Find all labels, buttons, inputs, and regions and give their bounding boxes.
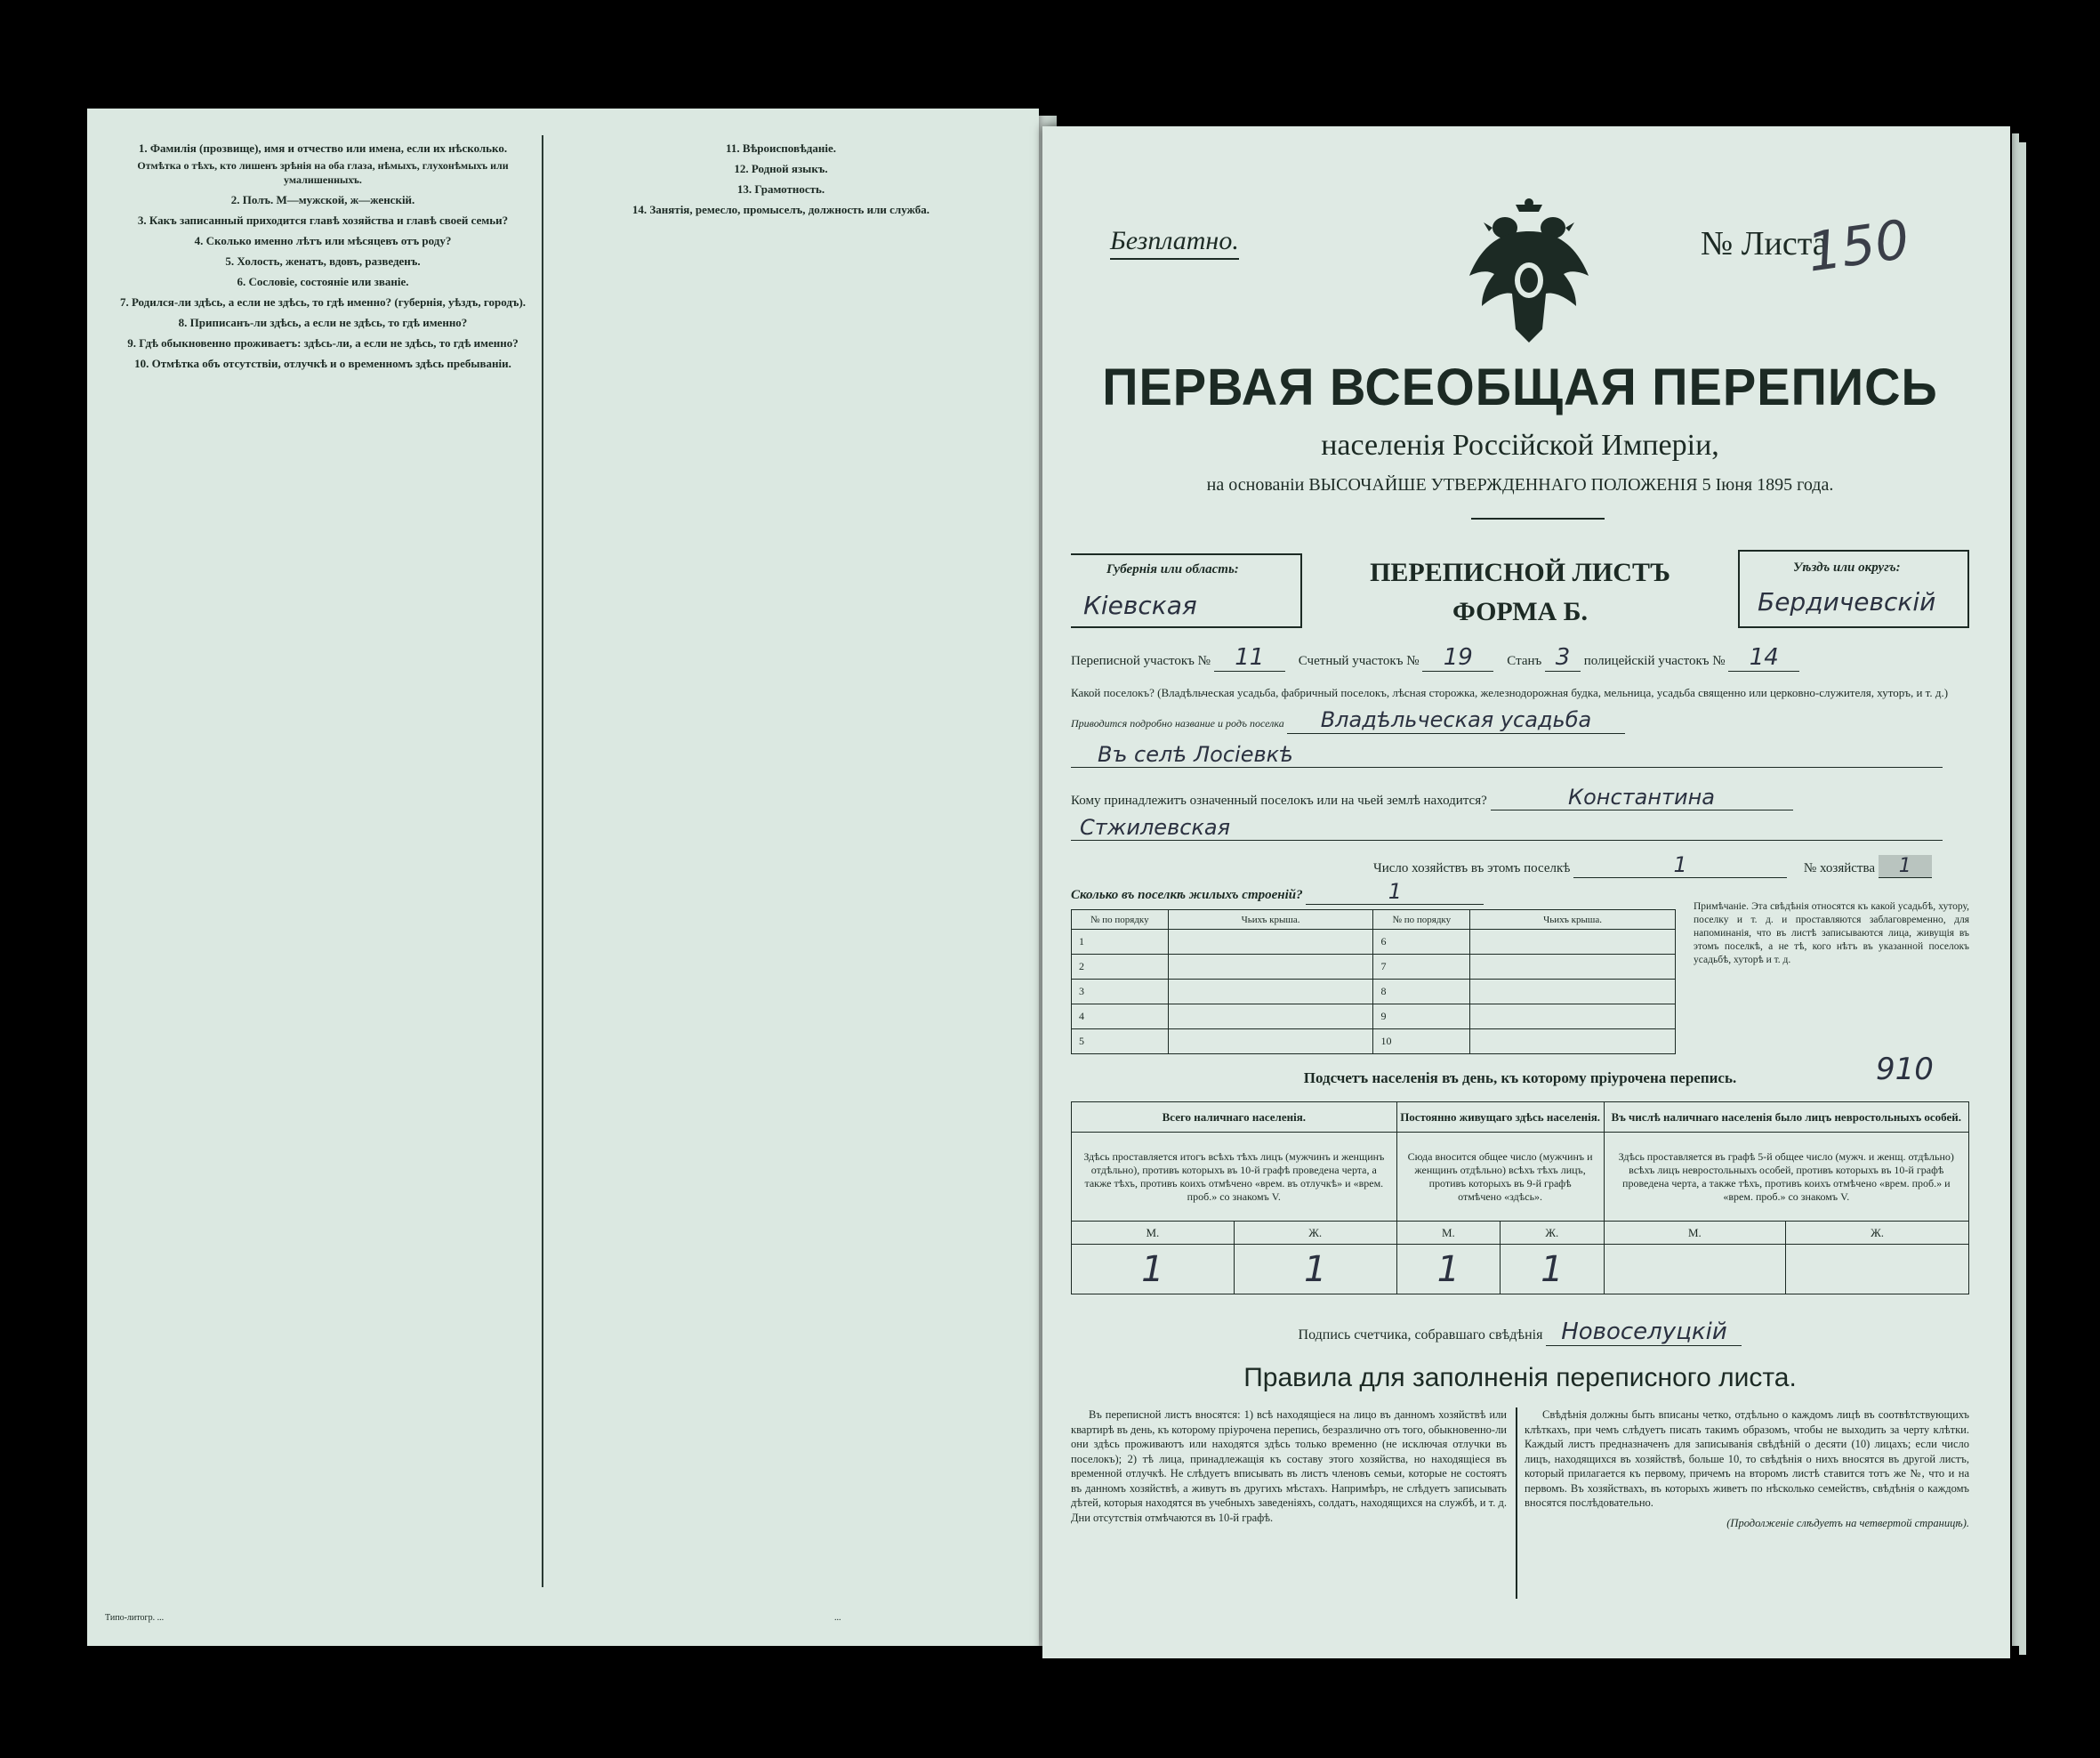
page-title: ПЕРВАЯ ВСЕОБЩАЯ ПЕРЕПИСЬ — [1102, 357, 1938, 416]
subtitle: населенія Россійской Имперіи, — [1321, 429, 1719, 462]
left-page — [87, 109, 1039, 1646]
row-number: 7 — [1373, 955, 1470, 980]
legal-basis: на основаніи ВЫСОЧАЙШЕ УТВЕРЖДЕННАГО ПОЛОЖЕНІЯ 5 Іюня 1895 года. — [1206, 475, 1834, 495]
whose-cell[interactable] — [1470, 1029, 1676, 1054]
instruction-heading: 8. Приписанъ-ли здѣсь, а если не здѣсь, то гдѣ именно? — [178, 316, 468, 329]
police-area-value[interactable]: 14 — [1728, 644, 1799, 672]
table-row — [1072, 1029, 1676, 1054]
settlement-value[interactable]: Владѣльческая усадьба — [1287, 706, 1625, 734]
whose-cell[interactable] — [1168, 955, 1373, 980]
instruction-heading: 13. Грамотность. — [736, 182, 825, 196]
instruction-heading: 6. Сословіе, состояніе или званіе. — [237, 275, 409, 288]
settlement-row — [1071, 680, 1969, 737]
owner-value[interactable]: Константина — [1491, 785, 1793, 810]
free-of-charge-label: Безплатно. — [1110, 226, 1239, 260]
population-count-note: 910 — [1876, 1052, 1934, 1087]
settlement-value-2[interactable]: Въ селѣ Лосіевкѣ — [1071, 742, 1943, 768]
rules-text-2: Свѣдѣнія должны быть вписаны четко, отдѣльно о каждомъ лицѣ въ соотвѣтствующихъ клѣткахъ, при чемъ слѣдуетъ писать такимъ образомъ, чтобы не выходить за черту клѣтки. Каждый листъ предназначенъ для записыванія свѣдѣній о десяти (10) лицахъ; если число лицъ, находящихся въ хозяйствѣ, больше 10, то свѣдѣнія о нихъ вносятся въ другой листъ, который прилагается къ первому, причемъ на второмъ листѣ ставится тотъ же №, что и на первомъ. Въ хозяйствахъ, въ которыхъ живетъ по нѣсколько семействъ, свѣдѣнія о каждомъ вносятся послѣдовательно. — [1525, 1408, 1969, 1509]
pop-desc-other: Здѣсь проставляется въ графѣ 5-й общее число (мужч. и женщ. отдѣльно) всѣхъ лицъ невростольныхъ особей, противъ которыхъ въ 10-й графѣ проведена черта, а также тѣхъ, противъ коихъ отмѣчено «врем. проб.» и «врем. проб.» со знакомъ V. — [1604, 1133, 1968, 1222]
permanent-female-count[interactable]: 1 — [1501, 1245, 1604, 1294]
row-number: 5 — [1072, 1029, 1169, 1054]
form-title — [1311, 553, 1729, 632]
census-area-value[interactable]: 11 — [1214, 644, 1285, 672]
page-edge — [2012, 133, 2019, 1646]
right-page — [1042, 126, 2010, 1658]
row-number: 9 — [1373, 1004, 1470, 1029]
imprint-left: Типо-литогр. ... — [105, 1613, 165, 1623]
population-table — [1071, 1101, 1969, 1294]
present-female-count[interactable]: 1 — [1234, 1245, 1396, 1294]
whose-cell[interactable] — [1470, 980, 1676, 1004]
sheet-number-value: 150 — [1803, 208, 1913, 285]
owner-row-2 — [1071, 815, 1969, 841]
region-field[interactable] — [1071, 553, 1302, 628]
pop-desc-present: Здѣсь проставляется итогъ всѣхъ тѣхъ лицъ (мужчинъ и женщинъ отдѣльно), противъ которыхъ въ 10-й графѣ проведена черта, а также тѣхъ, противъ коихъ отмѣчено «врем. въ отлучкѣ» и «врем. проб.» со знакомъ V. — [1072, 1133, 1397, 1222]
district-label: Уѣздъ или округъ: — [1793, 560, 1901, 575]
instruction-subheading: Отмѣтка о тѣхъ, кто лишенъ зрѣнія на оба глаза, нѣмыхъ, глухонѣмыхъ или умалишенныхъ. — [137, 159, 509, 186]
counter-signature-row — [1071, 1318, 1969, 1346]
rules-divider — [1516, 1407, 1517, 1599]
row-number: 3 — [1072, 980, 1169, 1004]
table-row — [1072, 955, 1676, 980]
whose-cell[interactable] — [1168, 980, 1373, 1004]
buildings-table — [1071, 909, 1676, 1054]
whose-cell[interactable] — [1168, 1004, 1373, 1029]
sheet-number-label: № Листа — [1701, 225, 1828, 262]
pop-header-other: Въ числѣ наличнаго населенія было лицъ невростольныхъ особей. — [1604, 1102, 1968, 1133]
row-number: 4 — [1072, 1004, 1169, 1029]
table-row — [1072, 1004, 1676, 1029]
form-name: ПЕРЕПИСНОЙ ЛИСТЪ — [1370, 558, 1670, 587]
male-header: М. — [1604, 1222, 1786, 1245]
table-row — [1072, 930, 1676, 955]
column-divider — [542, 135, 543, 1587]
instruction-heading: 1. Фамилія (прозвище), имя и отчество или имена, если их нѣсколько. — [138, 141, 508, 155]
double-headed-eagle-icon — [1462, 196, 1596, 347]
instructions-column-1 — [105, 135, 541, 1584]
settlement-label: Какой поселокъ? (Владѣльческая усадьба, фабричный поселокъ, лѣсная сторожка, железнодорожная будка, мельница, усадьба священно или церковно-служителя, хуторъ, и т. д.) — [1071, 686, 1949, 699]
row-number: 6 — [1373, 930, 1470, 955]
divider — [1471, 518, 1605, 520]
stan-label: Станъ — [1507, 654, 1542, 668]
female-header: Ж. — [1501, 1222, 1604, 1245]
whose-cell[interactable] — [1470, 1004, 1676, 1029]
rules-text-1: Въ переписной листъ вносятся: 1) всѣ находящіеся на лицо въ данномъ хозяйствѣ или квартирѣ въ день, къ которому пріурочена перепись, безразлично отъ того, обыкновенно-ли они здѣсь проживаютъ или находятся здѣсь только временно (не исключая отлучки въ поселокъ); 2) тѣ лица, принадлежащія къ составу этого хозяйства, но находящіеся въ временной отлучкѣ. Не слѣдуетъ вписывать въ листъ членовъ семьи, которые не состоятъ въ данномъ хозяйствѣ, а живутъ въ другихъ мѣстахъ. Напримѣръ, не слѣдуетъ записывать дѣтей, которыя находятся въ учебныхъ заведеніяхъ, солдатъ, находящихся на службѣ, и т. д. Дни отсутствія отмѣчаются въ 10-й графѣ. — [1071, 1408, 1507, 1524]
other-male-count[interactable] — [1604, 1245, 1786, 1294]
region-label: Губернія или область: — [1106, 562, 1239, 577]
rules-title: Правила для заполненія переписного листа. — [1243, 1363, 1797, 1392]
instruction-heading: 12. Родной языкъ. — [734, 162, 828, 175]
district-field[interactable] — [1738, 550, 1969, 628]
households-row — [1071, 852, 1969, 878]
rules-column-2 — [1525, 1407, 1969, 1599]
male-header: М. — [1396, 1222, 1500, 1245]
instruction-heading: 5. Холость, женатъ, вдовъ, разведенъ. — [225, 254, 421, 268]
census-area-label: Переписной участокъ № — [1071, 654, 1211, 668]
form-letter: ФОРМА Б. — [1452, 597, 1589, 626]
stan-value[interactable]: 3 — [1545, 644, 1581, 672]
census-form — [1071, 162, 1969, 1603]
pop-header-present: Всего наличнаго населенія. — [1072, 1102, 1397, 1133]
instruction-heading: 11. Вѣроисповѣданіе. — [726, 141, 836, 155]
instruction-heading: 9. Гдѣ обыкновенно проживаетъ: здѣсь-ли, а если не здѣсь, то гдѣ именно? — [127, 336, 519, 350]
buildings-value[interactable]: 1 — [1306, 879, 1484, 905]
permanent-male-count[interactable]: 1 — [1396, 1245, 1500, 1294]
rules-column-1 — [1071, 1407, 1507, 1599]
whose-cell[interactable] — [1168, 1029, 1373, 1054]
district-value: Бердичевскій — [1758, 587, 1936, 617]
present-male-count[interactable]: 1 — [1072, 1245, 1235, 1294]
counter-area-value[interactable]: 19 — [1422, 644, 1493, 672]
household-number-label: № хозяйства — [1803, 861, 1876, 875]
counter-area-label: Счетный участокъ № — [1298, 654, 1420, 668]
row-number: 2 — [1072, 955, 1169, 980]
whose-cell[interactable] — [1470, 955, 1676, 980]
col-num: № по порядку — [1072, 910, 1169, 930]
owner-label: Кому принадлежитъ означенный поселокъ или на чьей землѣ находится? — [1071, 794, 1487, 808]
buildings-note: Примѣчаніе. Эта свѣдѣнія относятся къ какой усадьбѣ, хутору, поселку и т. д. и проставляются заблаговременно, для напоминанія, что въ листѣ записываются лица, живущія въ этомъ поселкѣ, а не тѣ, кого нѣтъ въ указанной поселокъ усадьбѣ, хуторѣ и т. д. — [1694, 901, 1969, 965]
other-female-count[interactable] — [1786, 1245, 1969, 1294]
instruction-heading: 10. Отмѣтка объ отсутствіи, отлучкѣ и о временномъ здѣсь пребываніи. — [134, 357, 511, 370]
page-edge — [2019, 142, 2026, 1655]
population-count-title: Подсчетъ населенія въ день, къ которому пріурочена перепись. — [1303, 1069, 1737, 1086]
whose-cell[interactable] — [1470, 930, 1676, 955]
table-row — [1072, 980, 1676, 1004]
settlement-row-2 — [1071, 742, 1969, 768]
female-header: Ж. — [1786, 1222, 1969, 1245]
instruction-heading: 7. Родился-ли здѣсь, а если не здѣсь, то гдѣ именно? (губернія, уѣздъ, городъ). — [119, 295, 527, 309]
col-num: № по порядку — [1373, 910, 1470, 930]
male-header: М. — [1072, 1222, 1235, 1245]
imprint-right: ... — [834, 1613, 841, 1623]
police-area-label: полицейскій участокъ № — [1583, 654, 1726, 668]
col-whose: Чьихъ крыша. — [1470, 910, 1676, 930]
female-header: Ж. — [1234, 1222, 1396, 1245]
signature-value[interactable]: Новоселуцкій — [1546, 1318, 1742, 1346]
instruction-heading: 3. Какъ записанный приходится главѣ хозяйства и главѣ своей семьи? — [137, 214, 509, 227]
households-value[interactable]: 1 — [1573, 852, 1787, 878]
area-numbers-row — [1071, 644, 1969, 672]
pop-header-permanent: Постоянно живущаго здѣсь населенія. — [1396, 1102, 1604, 1133]
household-number-value[interactable]: 1 — [1879, 855, 1932, 878]
instruction-heading: 14. Занятія, ремесло, промыселъ, должность или служба. — [632, 203, 930, 216]
owner-value-2[interactable]: Стжилевская — [1071, 815, 1943, 841]
owner-row — [1071, 785, 1969, 810]
region-value: Кіевская — [1083, 591, 1197, 620]
settlement-note: Приводится подробно название и родъ поселка — [1071, 717, 1284, 730]
row-number: 8 — [1373, 980, 1470, 1004]
pop-desc-permanent: Сюда вносится общее число (мужчинъ и женщинъ отдѣльно) всѣхъ тѣхъ лицъ, противъ которыхъ въ 9-й графѣ отмѣчено «здѣсь». — [1396, 1133, 1604, 1222]
whose-cell[interactable] — [1168, 930, 1373, 955]
row-number: 1 — [1072, 930, 1169, 955]
row-number: 10 — [1373, 1029, 1470, 1054]
signature-label: Подпись счетчика, собравшаго свѣдѣнія — [1298, 1327, 1543, 1343]
households-label: Число хозяйствъ въ этомъ поселкѣ — [1373, 861, 1571, 875]
instruction-heading: 4. Сколько именно лѣтъ или мѣсяцевъ отъ роду? — [194, 234, 452, 247]
col-whose: Чьихъ крыша. — [1168, 910, 1373, 930]
instructions-column-2 — [550, 135, 1012, 1584]
buildings-label: Сколько въ поселкѣ жилыхъ строеній? — [1071, 888, 1303, 902]
rules-continued: (Продолженіе слѣдуетъ на четвертой страницѣ). — [1726, 1516, 1969, 1529]
instruction-heading: 2. Полъ. М—мужской, ж—женскій. — [230, 193, 415, 206]
